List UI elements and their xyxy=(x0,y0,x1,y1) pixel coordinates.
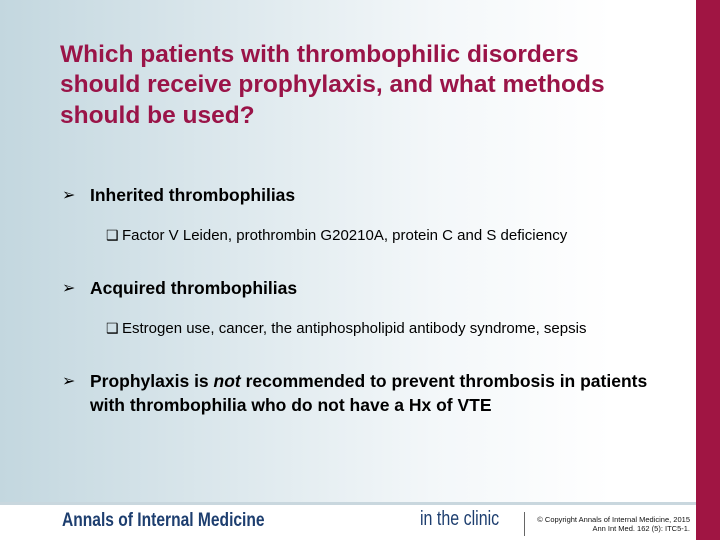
citation-line: Ann Int Med. 162 (5): ITC5-1. xyxy=(592,524,690,534)
bullet-item xyxy=(62,184,662,208)
bullet-text-emphasis: not xyxy=(213,371,241,392)
copyright-line: © Copyright Annals of Internal Medicine, 2015 xyxy=(537,515,690,524)
accent-bar xyxy=(696,0,720,540)
bullet-text: Inherited thrombophilias xyxy=(90,185,296,205)
checkbox-bullet-icon: ❑ xyxy=(106,320,119,337)
footer-rule xyxy=(0,502,696,505)
slide-content xyxy=(62,184,662,418)
sub-bullet-text: Estrogen use, cancer, the antiphospholipid antibody syndrome, sepsis xyxy=(122,320,587,338)
sub-bullet-item xyxy=(106,319,662,338)
bullet-text: Acquired thrombophilias xyxy=(90,278,298,299)
arrow-bullet-icon: ➢ xyxy=(62,187,76,204)
bullet-text-before: Prophylaxis is xyxy=(90,371,214,392)
bullet-item xyxy=(62,370,662,418)
bullet-item xyxy=(62,277,662,301)
footer-divider xyxy=(524,512,525,536)
bullet-text xyxy=(90,370,662,418)
bullet-text-after: recommended to prevent thrombosis in patients with thrombophilia who do not have a Hx of VTE xyxy=(90,371,648,416)
copyright-notice xyxy=(530,515,690,534)
checkbox-bullet-icon: ❑ xyxy=(106,227,119,243)
arrow-bullet-icon: ➢ xyxy=(62,280,76,298)
sub-bullet-item xyxy=(106,226,662,245)
section-logo: in the clinic xyxy=(420,508,500,530)
sub-bullet-text: Factor V Leiden, prothrombin G20210A, protein C and S deficiency xyxy=(122,227,568,244)
journal-logo: Annals of Internal Medicine xyxy=(62,510,265,531)
slide-title: Which patients with thrombophilic disorders should receive prophylaxis, and what methods should be used? xyxy=(60,41,605,129)
arrow-bullet-icon: ➢ xyxy=(62,373,76,391)
footer xyxy=(0,502,696,540)
